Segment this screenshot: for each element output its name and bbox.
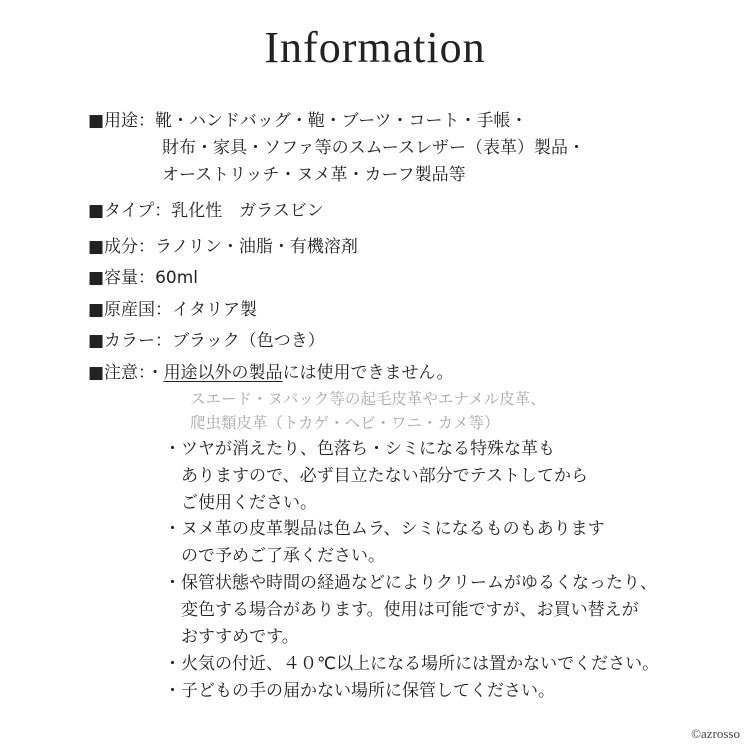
type-row [88, 198, 324, 224]
color-row [88, 328, 325, 354]
color-value: ブラック（色つき） [172, 331, 325, 351]
notes-first-bullet: ・ [146, 363, 164, 383]
note-2-line-1: ・ヌメ革の皮革製品は色ムラ、シミになるものもあります [164, 519, 605, 539]
usage-row [88, 108, 528, 134]
ingredients-row [88, 234, 358, 260]
note-1-line-2: ありますので、必ず目立たない部分でテストしてから [181, 466, 588, 486]
note-3-line-2: 変色する場合があります。使用は可能ですが、お買い替えが [181, 600, 639, 620]
note-1-line-3: ご使用ください。 [181, 493, 317, 513]
type-label: ■タイプ： [88, 201, 172, 221]
color-label: ■カラー： [88, 331, 173, 351]
capacity-value: 60ml [155, 268, 198, 288]
usage-label: ■用途： [88, 111, 156, 131]
notes-row [88, 360, 454, 386]
capacity-row [88, 265, 198, 291]
usage-line-2: 財布・家具・ソファ等のスムースレザー（表革）製品・ [162, 138, 585, 158]
copyright-text: ©azrosso [691, 726, 740, 741]
note-5-line-1: ・子どもの手の届かない場所に保管してください。 [164, 681, 555, 701]
origin-value: イタリア製 [172, 300, 258, 320]
note-3-line-3: おすすめです。 [181, 627, 299, 647]
ingredients-label: ■成分： [88, 237, 156, 257]
notes-first-underlined: 用途以外の製品 [163, 363, 283, 383]
notes-label: ■注意： [88, 363, 147, 383]
type-value: 乳化性 ガラスビン [171, 201, 324, 221]
notes-first-rest: には使用できません。 [282, 363, 454, 383]
note-1-line-1: ・ツヤが消えたり、色落ち・シミになる特殊な革も [164, 439, 555, 459]
note-4-line-1: ・火気の付近、４０℃以上になる場所には置かないでください。 [164, 654, 660, 674]
note-3-line-1: ・保管状態や時間の経過などによりクリームがゆるくなったり、 [164, 573, 657, 593]
usage-line-3: オーストリッチ・ヌメ革・カーフ製品等 [162, 165, 466, 185]
origin-label: ■原産国： [88, 300, 173, 320]
capacity-label: ■容量： [88, 268, 156, 288]
origin-row [88, 297, 257, 323]
usage-line-1: 靴・ハンドバッグ・鞄・ブーツ・コート・手帳・ [155, 111, 528, 131]
notes-sub-line-1: スエード・ヌバック等の起毛皮革やエナメル皮革、 [190, 390, 546, 408]
ingredients-value: ラノリン・油脂・有機溶剤 [155, 237, 358, 257]
page-title: Information [264, 23, 486, 72]
notes-sub-line-2: 爬虫類皮革（トカゲ・ヘビ・ワニ・カメ等） [190, 414, 500, 432]
note-2-line-2: ので予めご了承ください。 [181, 546, 385, 566]
